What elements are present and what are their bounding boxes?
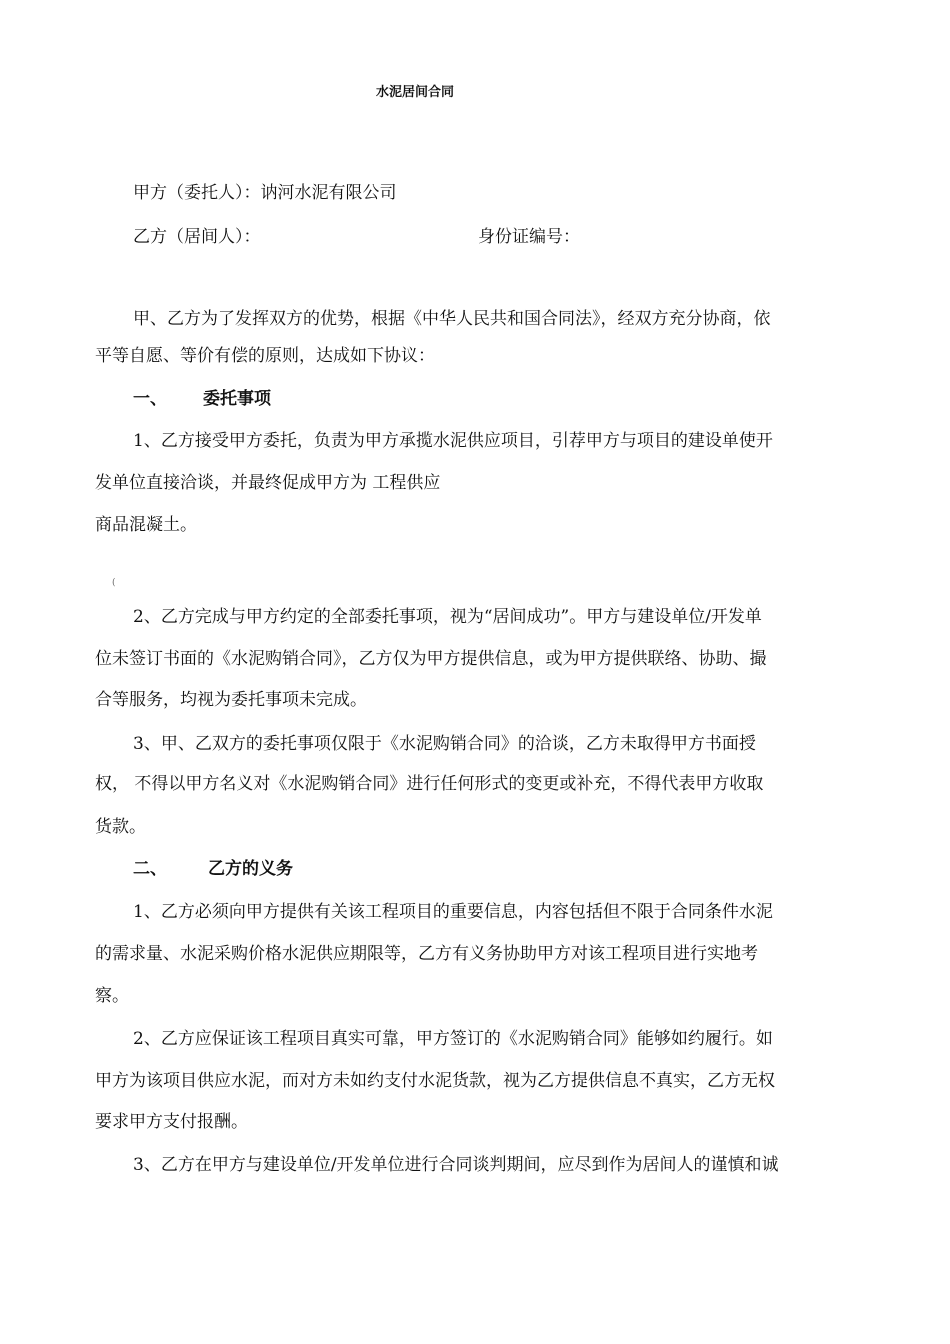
s2-item1-line-1: 1、乙方必须向甲方提供有关该工程项目的重要信息，内容包括但不限于合同条件水泥	[133, 902, 773, 922]
preamble-line-2: 平等自愿、等价有偿的原则，达成如下协议：	[95, 346, 435, 366]
section-1-title: 委托事项	[203, 389, 271, 409]
s2-item1-line-2: 的需求量、水泥采购价格水泥供应期限等，乙方有义务协助甲方对该工程项目进行实地考	[95, 944, 758, 964]
s1-item3-line-1: 3、甲、乙双方的委托事项仅限于《水泥购销合同》的洽谈，乙方未取得甲方书面授	[133, 734, 756, 754]
document-title: 水泥居间合同	[375, 85, 454, 100]
s1-item2-line-2: 位未签订书面的《水泥购销合同》，乙方仅为甲方提供信息，或为甲方提供联络、协助、撮	[95, 649, 767, 669]
s2-item2-line-1: 2、乙方应保证该工程项目真实可靠，甲方签订的《水泥购销合同》能够如约履行。如	[133, 1029, 773, 1049]
party-a-line: 甲方（委托人）：讷河水泥有限公司	[133, 183, 397, 203]
s1-item2-line-1: 2、乙方完成与甲方约定的全部委托事项，视为“居间成功”。甲方与建设单位/开发单	[133, 607, 762, 627]
section-2-number: 二、	[133, 859, 167, 879]
s1-item1-line-3: 商品混凝土。	[95, 515, 197, 535]
s1-item3-line-2: 权， 不得以甲方名义对《水泥购销合同》进行任何形式的变更或补充，不得代表甲方收取	[95, 774, 764, 794]
section-2-heading	[133, 858, 293, 880]
party-b-label: 乙方（居间人）：	[133, 227, 261, 247]
s2-item1-line-3: 察。	[95, 986, 129, 1006]
s1-item3-line-3: 货款。	[95, 817, 146, 837]
s1-item1-line-1: 1、乙方接受甲方委托，负责为甲方承揽水泥供应项目，引荐甲方与项目的建设单使开	[133, 431, 773, 451]
s2-item3-line-1: 3、乙方在甲方与建设单位/开发单位进行合同谈判期间，应尽到作为居间人的谨慎和诚	[133, 1155, 779, 1175]
s1-item2-line-3: 合等服务，均视为委托事项未完成。	[95, 690, 367, 710]
stray-mark: (	[112, 578, 116, 588]
s2-item2-line-2: 甲方为该项目供应水泥，而对方未如约支付水泥货款，视为乙方提供信息不真实，乙方无权	[95, 1071, 775, 1091]
preamble-line-1: 甲、乙方为了发挥双方的优势，根据《中华人民共和国合同法》，经双方充分协商，依	[133, 309, 771, 329]
section-1-heading	[133, 388, 271, 410]
s1-item1-line-2: 发单位直接洽谈，并最终促成甲方为 工程供应	[95, 473, 441, 493]
s2-item2-line-3: 要求甲方支付报酬。	[95, 1112, 248, 1132]
id-number-label: 身份证编号：	[478, 227, 580, 247]
section-1-number: 一、	[133, 389, 167, 409]
section-2-title: 乙方的义务	[208, 859, 293, 879]
